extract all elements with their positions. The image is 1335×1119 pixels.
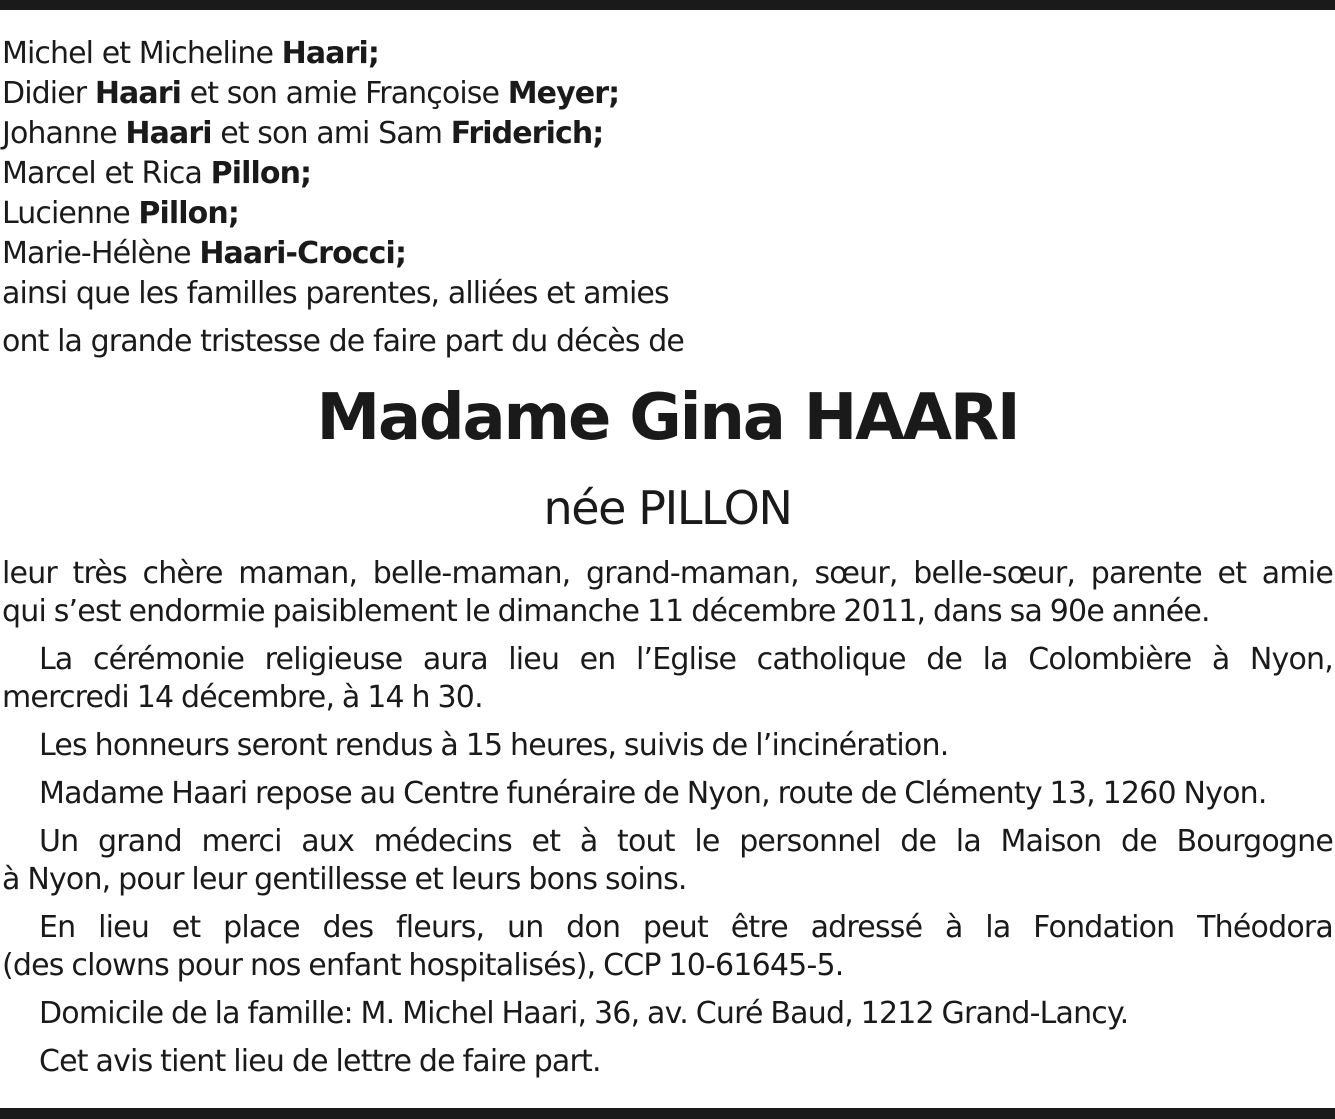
- family-given-names: Marcel et Rica: [2, 156, 211, 191]
- family-surname: Haari;: [281, 36, 379, 71]
- intro-line-relatives: ainsi que les familles parentes, alliées et amies: [2, 276, 669, 311]
- maiden-name: née PILLON: [543, 481, 792, 535]
- paragraph-honours: Les honneurs seront rendus à 15 heures, suivis de l’incinération.: [39, 728, 949, 763]
- family-given-names: Lucienne: [2, 196, 139, 231]
- family-companion: et son ami Sam: [211, 116, 451, 151]
- family-surname: Pillon;: [138, 196, 239, 231]
- paragraph-ceremony-line: La cérémonie religieuse aura lieu en l’Eglise catholique de la Colombière à Nyon,: [39, 642, 1333, 677]
- family-given-names: Marie-Hélène: [2, 236, 200, 271]
- family-line: [2, 234, 1332, 274]
- bottom-border-rule: [0, 1108, 1335, 1119]
- paragraph-closing-note: Cet avis tient lieu de lettre de faire part.: [39, 1044, 601, 1079]
- family-line: [2, 74, 1332, 114]
- family-line: [2, 34, 1332, 74]
- paragraph-thanks-line: Un grand merci aux médecins et à tout le personnel de la Maison de Bourgogne: [39, 824, 1333, 859]
- family-line: [2, 194, 1332, 234]
- family-given-names: Johanne: [2, 116, 126, 151]
- paragraph-thanks-continued: à Nyon, pour leur gentillesse et leurs bons soins.: [2, 862, 687, 897]
- family-line: [2, 114, 1332, 154]
- paragraph-donation-line: En lieu et place des fleurs, un don peut être adressé à la Fondation Théodora: [39, 910, 1333, 945]
- paragraph-family-address: Domicile de la famille: M. Michel Haari, 36, av. Curé Baud, 1212 Grand-Lancy.: [39, 996, 1129, 1031]
- body-paragraphs: [2, 555, 1333, 1081]
- intro-line-announcement: ont la grande tristesse de faire part du décès de: [2, 324, 684, 359]
- family-surname: Haari-Crocci;: [199, 236, 407, 271]
- paragraph-relationship-line: leur très chère maman, belle-maman, grand-maman, sœur, belle-sœur, parente et amie: [2, 556, 1333, 591]
- family-companion-surname: Friderich;: [450, 116, 604, 151]
- family-surname: Haari: [125, 116, 212, 151]
- family-list: [2, 34, 1332, 274]
- family-given-names: Michel et Micheline: [2, 36, 282, 71]
- family-companion-surname: Meyer;: [507, 76, 620, 111]
- family-surname: Pillon;: [210, 156, 312, 191]
- family-given-names: Didier: [2, 76, 95, 111]
- top-border-rule: [0, 0, 1335, 10]
- family-surname: Haari: [94, 76, 182, 111]
- paragraph-resting-place: Madame Haari repose au Centre funéraire de Nyon, route de Clémenty 13, 1260 Nyon.: [39, 776, 1267, 811]
- family-line: [2, 154, 1332, 194]
- paragraph-ceremony-date: mercredi 14 décembre, à 14 h 30.: [2, 680, 483, 715]
- paragraph-donation-continued: (des clowns pour nos enfant hospitalisés), CCP 10-61645-5.: [2, 948, 844, 983]
- deceased-name: Madame Gina HAARI: [316, 381, 1019, 455]
- paragraph-passing-line: qui s’est endormie paisiblement le dimanche 11 décembre 2011, dans sa 90e année.: [2, 594, 1210, 629]
- family-companion: et son amie Françoise: [181, 76, 508, 111]
